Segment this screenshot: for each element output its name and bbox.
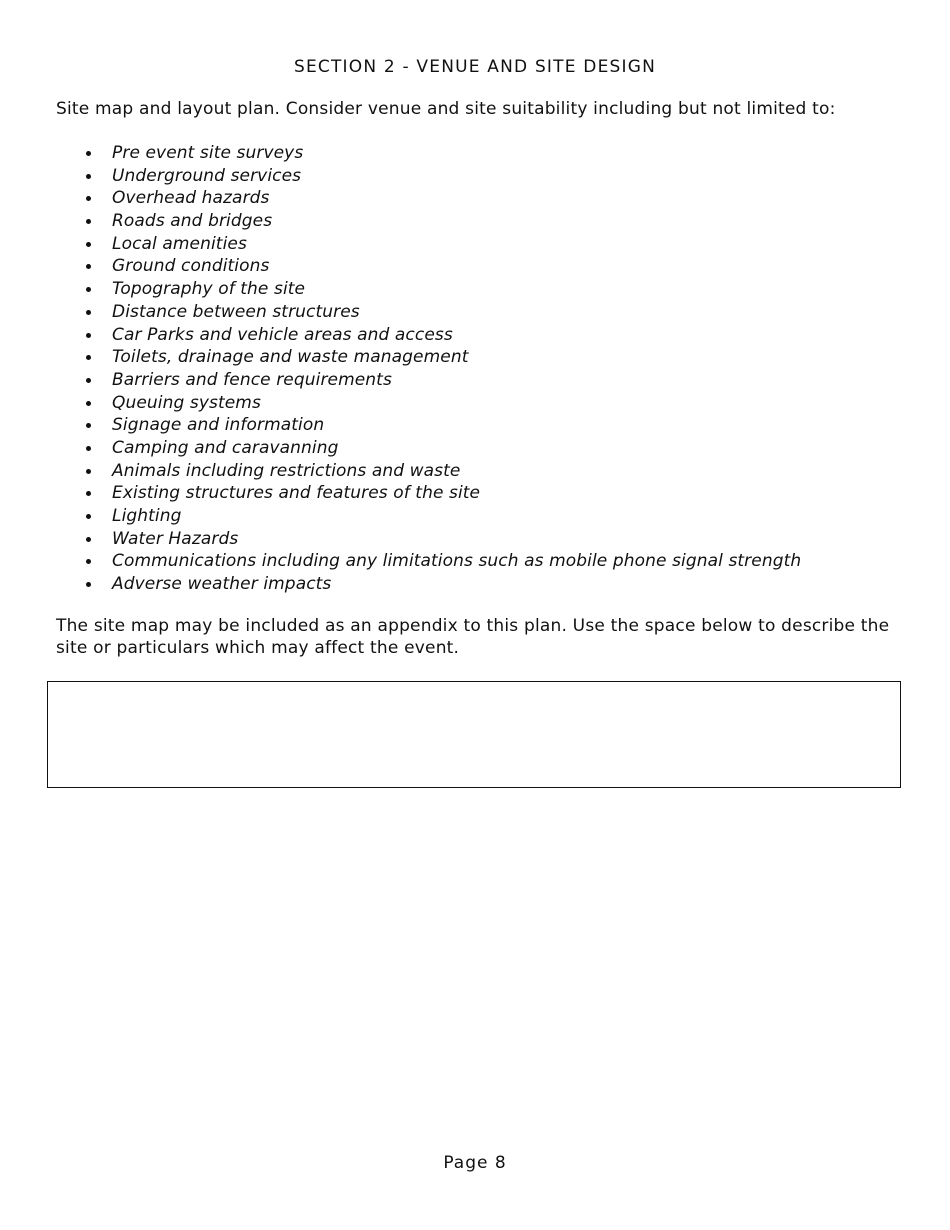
page-number: Page 8 <box>443 1153 507 1173</box>
bullet-icon <box>86 537 91 542</box>
list-item-label: Adverse weather impacts <box>112 574 332 595</box>
list-item <box>84 187 801 210</box>
list-item-label: Underground services <box>112 165 302 186</box>
list-item <box>84 482 801 505</box>
list-item-label: Ground conditions <box>112 256 270 277</box>
list-item <box>84 142 801 165</box>
page-title: SECTION 2 - VENUE AND SITE DESIGN <box>293 57 657 77</box>
bullet-icon <box>86 287 91 292</box>
outro-paragraph: The site map may be included as an appendix to this plan. Use the space below to describe the site or particulars which may affect the event. <box>56 616 890 658</box>
list-item <box>84 255 801 278</box>
list-item <box>84 369 801 392</box>
list-item-label: Topography of the site <box>112 279 306 300</box>
bullet-icon <box>86 491 91 496</box>
list-item <box>84 528 801 551</box>
considerations-list <box>84 142 801 596</box>
list-item <box>84 573 801 596</box>
list-item <box>84 460 801 483</box>
list-item-label: Existing structures and features of the site <box>112 483 481 504</box>
list-item <box>84 437 801 460</box>
bullet-icon <box>86 310 91 315</box>
list-item <box>84 278 801 301</box>
list-item-label: Pre event site surveys <box>112 143 304 163</box>
list-item <box>84 414 801 437</box>
bullet-icon <box>86 264 91 269</box>
bullet-icon <box>86 151 91 156</box>
list-item-label: Toilets, drainage and waste management <box>112 347 469 368</box>
list-item <box>84 165 801 188</box>
bullet-icon <box>86 355 91 360</box>
bullet-icon <box>86 174 91 179</box>
bullet-icon <box>86 423 91 428</box>
list-item <box>84 505 801 528</box>
bullet-icon <box>86 469 91 474</box>
list-item-label: Camping and caravanning <box>112 437 339 458</box>
site-description-box[interactable] <box>47 681 901 788</box>
bullet-icon <box>86 582 91 587</box>
list-item <box>84 550 801 573</box>
bullet-icon <box>86 242 91 247</box>
list-item-label: Barriers and fence requirements <box>112 369 392 390</box>
list-item-label: Roads and bridges <box>112 211 273 232</box>
list-item <box>84 324 801 347</box>
list-item-label: Communications including any limitations such as mobile phone signal strength <box>112 551 802 572</box>
intro-paragraph: Site map and layout plan. Consider venue and site suitability including but not limited to: <box>56 99 836 119</box>
list-item-label: Overhead hazards <box>112 188 270 209</box>
bullet-icon <box>86 196 91 201</box>
list-item-label: Animals including restrictions and waste <box>112 460 461 481</box>
list-item-label: Lighting <box>112 506 182 526</box>
bullet-icon <box>86 378 91 383</box>
bullet-icon <box>86 333 91 338</box>
list-item <box>84 210 801 233</box>
list-item-label: Signage and information <box>112 415 325 436</box>
bullet-icon <box>86 446 91 451</box>
list-item <box>84 233 801 256</box>
list-item-label: Local amenities <box>112 233 247 254</box>
bullet-icon <box>86 219 91 224</box>
list-item-label: Water Hazards <box>112 528 239 549</box>
list-item-label: Queuing systems <box>112 392 261 413</box>
list-item <box>84 301 801 324</box>
list-item-label: Car Parks and vehicle areas and access <box>112 324 453 345</box>
bullet-icon <box>86 514 91 519</box>
list-item-label: Distance between structures <box>112 301 360 322</box>
bullet-icon <box>86 401 91 406</box>
bullet-icon <box>86 559 91 564</box>
list-item <box>84 346 801 369</box>
list-item <box>84 392 801 415</box>
